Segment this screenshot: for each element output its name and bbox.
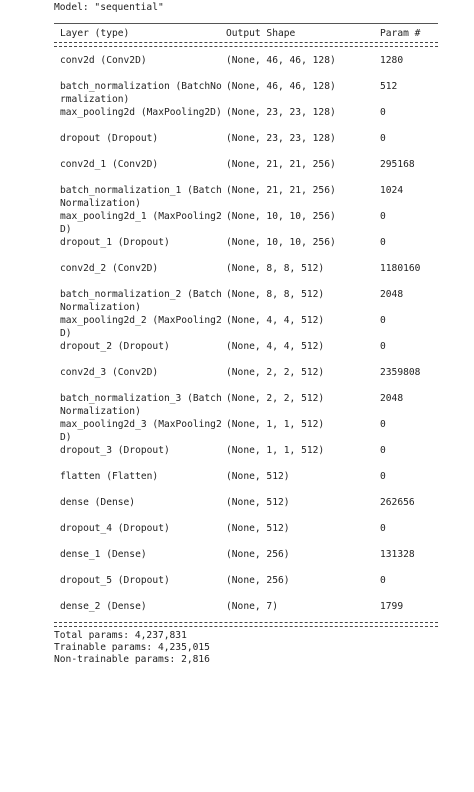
- layer-name: conv2d (Conv2D): [60, 55, 147, 66]
- output-shape: (None, 21, 21, 256): [226, 159, 336, 170]
- output-shape: (None, 256): [226, 575, 290, 586]
- param-count: 0: [380, 211, 386, 222]
- bottom-rule: [54, 622, 438, 627]
- header-layer: Layer (type): [60, 28, 130, 39]
- param-count: 1799: [380, 601, 404, 612]
- total-params: Total params: 4,237,831: [54, 630, 187, 641]
- table-header: [0, 27, 474, 39]
- layer-name: conv2d_1 (Conv2D): [60, 159, 159, 170]
- layer-name: dropout_4 (Dropout): [60, 523, 170, 534]
- layer-name: batch_normalization_2 (BatchNormalization): [60, 289, 222, 313]
- header-rule: [54, 42, 438, 47]
- layer-name: conv2d_2 (Conv2D): [60, 263, 159, 274]
- param-count: 1024: [380, 185, 404, 196]
- layer-name: dropout (Dropout): [60, 133, 159, 144]
- param-count: 262656: [380, 497, 415, 508]
- layer-name: max_pooling2d_2 (MaxPooling2D): [60, 315, 222, 339]
- param-count: 0: [380, 107, 386, 118]
- layer-name: dense (Dense): [60, 497, 136, 508]
- layer-name: flatten (Flatten): [60, 471, 159, 482]
- param-count: 0: [380, 133, 386, 144]
- param-count: 0: [380, 237, 386, 248]
- layer-name: batch_normalization (BatchNormalization): [60, 81, 222, 105]
- param-count: 295168: [380, 159, 415, 170]
- top-rule: [54, 23, 438, 24]
- param-count: 0: [380, 419, 386, 430]
- param-count: 1280: [380, 55, 404, 66]
- output-shape: (None, 7): [226, 601, 278, 612]
- layer-name: batch_normalization_3 (BatchNormalization): [60, 393, 222, 417]
- param-count: 0: [380, 341, 386, 352]
- output-shape: (None, 256): [226, 549, 290, 560]
- param-count: 2048: [380, 393, 404, 404]
- trainable-params: Trainable params: 4,235,015: [54, 642, 210, 653]
- header-param: Param #: [380, 28, 421, 39]
- param-count: 0: [380, 445, 386, 456]
- output-shape: (None, 46, 46, 128): [226, 81, 336, 92]
- param-count: 0: [380, 315, 386, 326]
- layer-name: max_pooling2d_1 (MaxPooling2D): [60, 211, 222, 235]
- output-shape: (None, 23, 23, 128): [226, 133, 336, 144]
- param-count: 2359808: [380, 367, 421, 378]
- layer-name: dropout_3 (Dropout): [60, 445, 170, 456]
- layer-name: dropout_5 (Dropout): [60, 575, 170, 586]
- output-shape: (None, 2, 2, 512): [226, 393, 325, 404]
- output-shape: (None, 10, 10, 256): [226, 211, 336, 222]
- layer-name: max_pooling2d_3 (MaxPooling2D): [60, 419, 222, 443]
- output-shape: (None, 2, 2, 512): [226, 367, 325, 378]
- output-shape: (None, 8, 8, 512): [226, 263, 325, 274]
- output-shape: (None, 1, 1, 512): [226, 445, 325, 456]
- layer-name: dense_2 (Dense): [60, 601, 147, 612]
- param-count: 0: [380, 575, 386, 586]
- output-shape: (None, 10, 10, 256): [226, 237, 336, 248]
- output-shape: (None, 46, 46, 128): [226, 55, 336, 66]
- output-shape: (None, 21, 21, 256): [226, 185, 336, 196]
- output-shape: (None, 23, 23, 128): [226, 107, 336, 118]
- param-count: 0: [380, 523, 386, 534]
- layer-name: dropout_1 (Dropout): [60, 237, 170, 248]
- output-shape: (None, 512): [226, 497, 290, 508]
- layer-name: max_pooling2d (MaxPooling2D): [60, 107, 222, 118]
- layer-name: dense_1 (Dense): [60, 549, 147, 560]
- param-count: 131328: [380, 549, 415, 560]
- output-shape: (None, 512): [226, 523, 290, 534]
- param-count: 0: [380, 471, 386, 482]
- header-output-shape: Output Shape: [226, 28, 296, 39]
- output-shape: (None, 4, 4, 512): [226, 341, 325, 352]
- model-title: Model: "sequential": [54, 2, 164, 13]
- output-shape: (None, 1, 1, 512): [226, 419, 325, 430]
- non-trainable-params: Non-trainable params: 2,816: [54, 654, 210, 665]
- layer-name: conv2d_3 (Conv2D): [60, 367, 159, 378]
- param-count: 1180160: [380, 263, 421, 274]
- param-count: 2048: [380, 289, 404, 300]
- param-count: 512: [380, 81, 398, 92]
- layer-name: batch_normalization_1 (BatchNormalization): [60, 185, 222, 209]
- output-shape: (None, 4, 4, 512): [226, 315, 325, 326]
- output-shape: (None, 512): [226, 471, 290, 482]
- output-shape: (None, 8, 8, 512): [226, 289, 325, 300]
- layer-name: dropout_2 (Dropout): [60, 341, 170, 352]
